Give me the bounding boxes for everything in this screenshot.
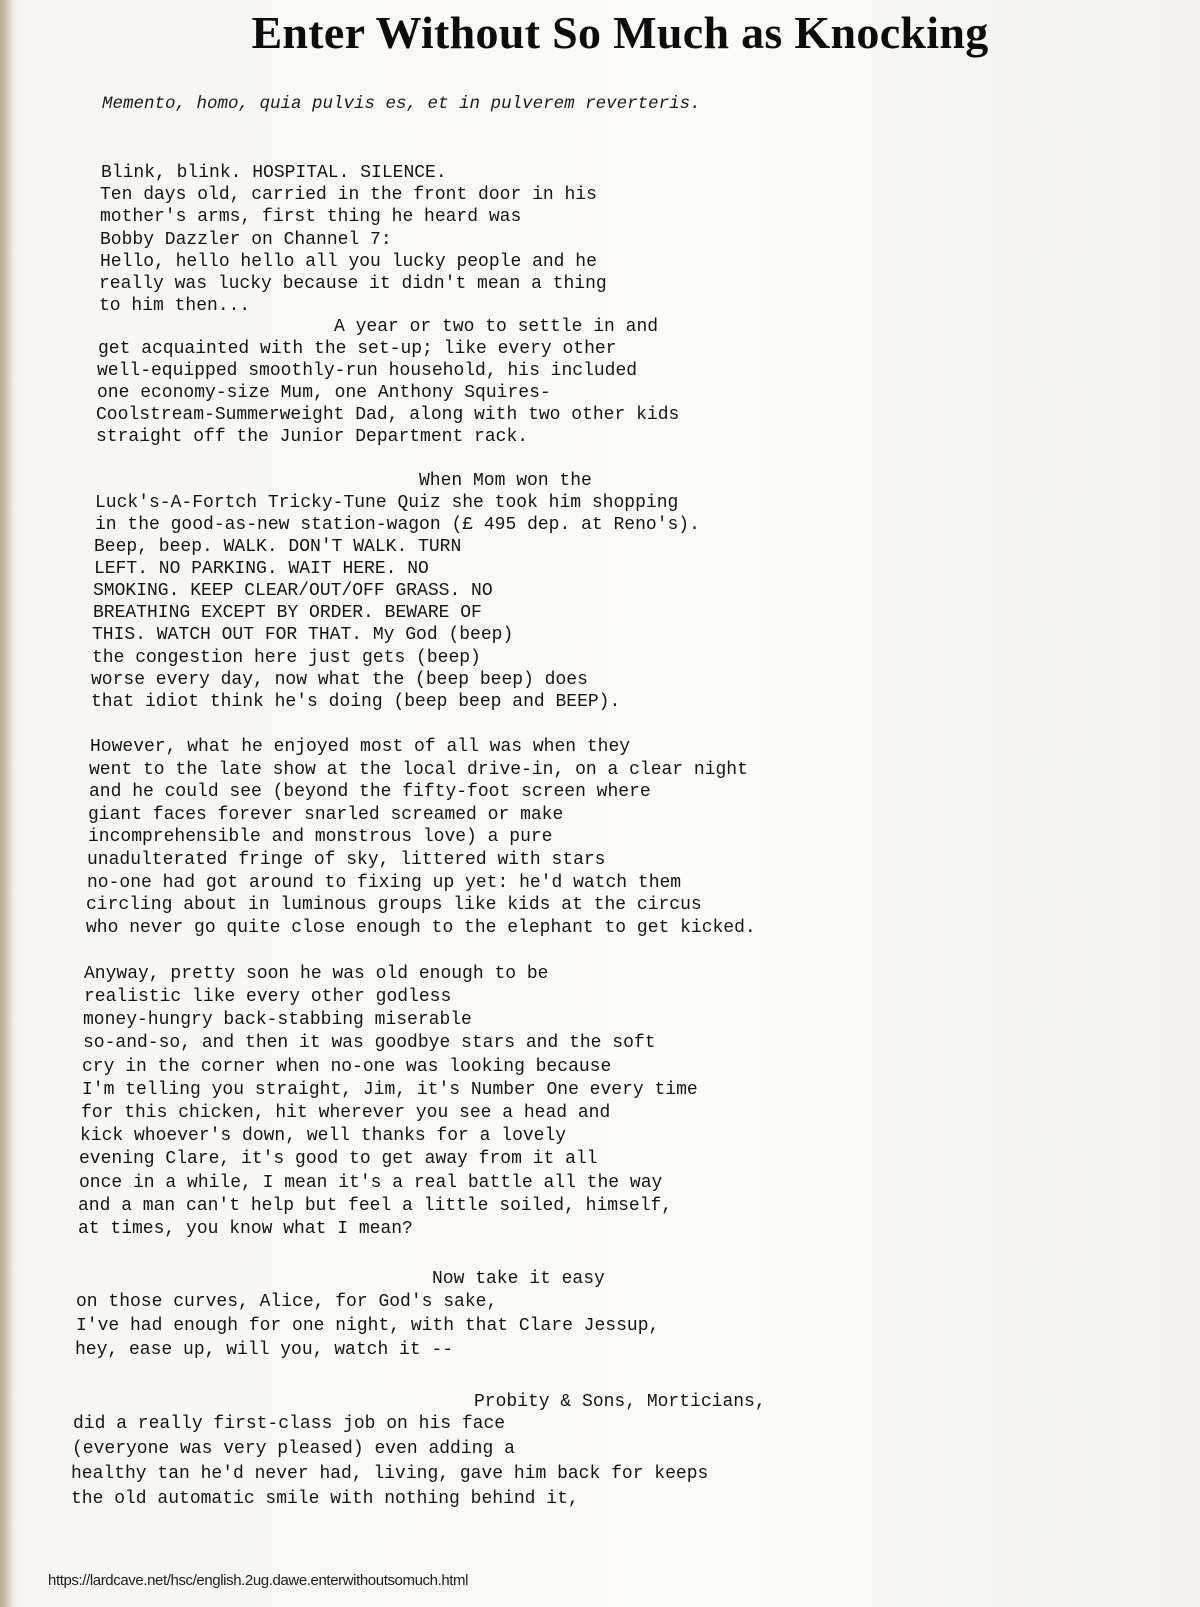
poem-line: straight off the Junior Department rack.: [96, 427, 529, 447]
poem-line: incomprehensible and monstrous love) a pure: [88, 827, 553, 847]
poem-line: well-equipped smoothly-run household, his included: [97, 361, 638, 381]
poem-line: so-and-so, and then it was goodbye stars and the soft: [83, 1033, 656, 1053]
poem-line: and he could see (beyond the fifty-foot screen where: [89, 782, 651, 802]
poem-line: I've had enough for one night, with that Clare Jessup,: [76, 1316, 660, 1336]
poem-line: LEFT. NO PARKING. WAIT HERE. NO: [94, 559, 429, 579]
poem-line: However, what he enjoyed most of all was when they: [90, 737, 631, 757]
poem-line: BREATHING EXCEPT BY ORDER. BEWARE OF: [93, 603, 482, 623]
poem-line: Ten days old, carried in the front door in his: [100, 185, 597, 205]
poem-line: really was lucky because it didn't mean a thing: [99, 274, 607, 294]
poem-line: the old automatic smile with nothing behind it,: [71, 1489, 579, 1509]
poem-line: Coolstream-Summerweight Dad, along with two other kids: [96, 405, 680, 425]
poem-line: (everyone was very pleased) even adding a: [72, 1439, 515, 1459]
poem-line: who never go quite close enough to the elephant to get kicked.: [86, 918, 756, 938]
poem-line: Probity & Sons, Morticians,: [474, 1392, 766, 1412]
poem-line: Luck's-A-Fortch Tricky-Tune Quiz she took him shopping: [95, 493, 679, 513]
poem-line: circling about in luminous groups like kids at the circus: [86, 895, 702, 915]
poem-line: money-hungry back-stabbing miserable: [83, 1010, 472, 1030]
source-url: https://lardcave.net/hsc/english.2ug.dawe.enterwithoutsomuch.html: [48, 1572, 469, 1589]
poem-line: the congestion here just gets (beep): [92, 648, 481, 668]
poem-line: at times, you know what I mean?: [78, 1219, 413, 1239]
poem-line: giant faces forever snarled screamed or make: [88, 805, 564, 825]
poem-line: Blink, blink. HOSPITAL. SILENCE.: [101, 163, 447, 183]
poem-line: healthy tan he'd never had, living, gave him back for keeps: [71, 1464, 709, 1484]
poem-line: realistic like every other godless: [84, 987, 452, 1007]
poem-line: did a really first-class job on his face: [73, 1414, 506, 1434]
page-edge-shadow: [0, 0, 14, 1607]
poem-line: THIS. WATCH OUT FOR THAT. My God (beep): [92, 625, 514, 645]
poem-line: Anyway, pretty soon he was old enough to be: [84, 964, 549, 984]
poem-line: and a man can't help but feel a little soiled, himself,: [78, 1196, 673, 1216]
poem-line: evening Clare, it's good to get away from it all: [79, 1149, 598, 1169]
poem-line: worse every day, now what the (beep beep) does: [91, 670, 588, 690]
poem-line: one economy-size Mum, one Anthony Squires-: [97, 383, 551, 403]
poem-line: on those curves, Alice, for God's sake,: [76, 1292, 498, 1312]
poem-line: went to the late show at the local drive-in, on a clear night: [89, 760, 748, 780]
poem-line: unadulterated fringe of sky, littered with stars: [87, 850, 606, 870]
poem-line: A year or two to settle in and: [334, 317, 659, 337]
poem-line: SMOKING. KEEP CLEAR/OUT/OFF GRASS. NO: [93, 581, 493, 601]
poem-line: Beep, beep. WALK. DON'T WALK. TURN: [94, 537, 462, 557]
poem-line: once in a while, I mean it's a real battle all the way: [79, 1173, 663, 1193]
poem-line: Hello, hello hello all you lucky people and he: [100, 252, 597, 272]
poem-line: for this chicken, hit wherever you see a head and: [81, 1103, 611, 1123]
poem-line: to him then...: [99, 296, 251, 316]
poem-line: cry in the corner when no-one was looking because: [82, 1057, 612, 1077]
poem-line: Bobby Dazzler on Channel 7:: [100, 230, 392, 250]
poem-line: get acquainted with the set-up; like every other: [98, 339, 617, 359]
poem-line: hey, ease up, will you, watch it --: [75, 1340, 454, 1360]
epigraph: Memento, homo, quia pulvis es, et in pulverem reverteris.: [102, 94, 701, 114]
poem-title: Enter Without So Much as Knocking: [251, 7, 989, 58]
poem-line: no-one had got around to fixing up yet: he'd watch them: [87, 873, 682, 893]
poem-line: that idiot think he's doing (beep beep and BEEP).: [91, 692, 621, 712]
poem-line: kick whoever's down, well thanks for a lovely: [80, 1126, 567, 1146]
poem-line: Now take it easy: [432, 1269, 605, 1289]
poem-line: in the good-as-new station-wagon (£ 495 dep. at Reno's).: [95, 515, 700, 535]
poem-line: I'm telling you straight, Jim, it's Number One every time: [82, 1080, 698, 1100]
poem-line: When Mom won the: [419, 471, 592, 491]
poem-line: mother's arms, first thing he heard was: [100, 207, 522, 227]
